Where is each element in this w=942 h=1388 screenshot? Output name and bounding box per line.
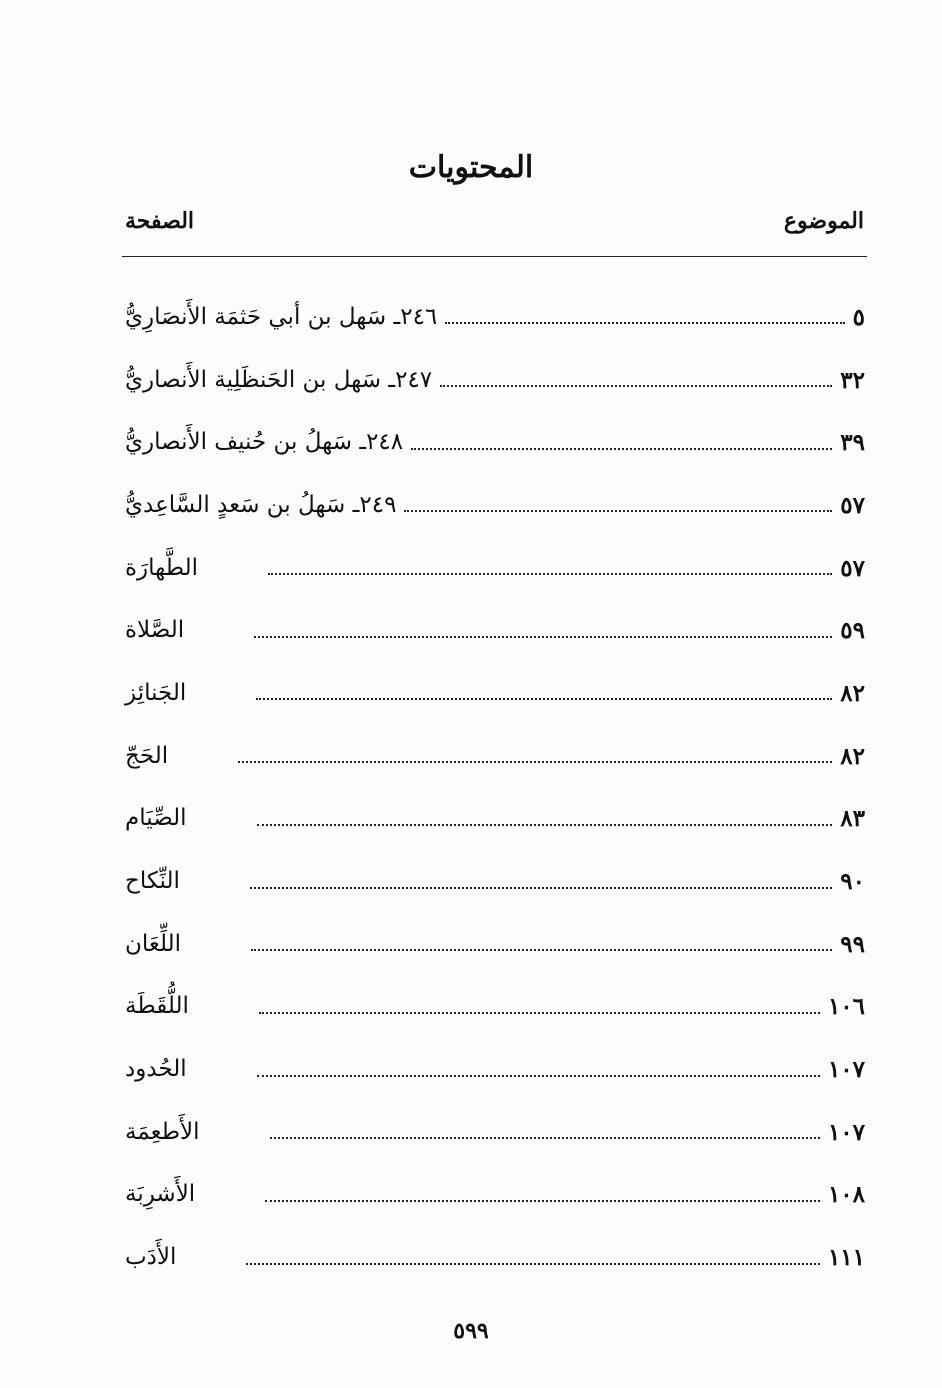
page-title: المحتويات: [408, 150, 534, 185]
entry-page-number: ٣٢: [840, 366, 865, 394]
entry-page-number: ٩٩: [840, 930, 865, 958]
toc-entry: [125, 474, 865, 537]
dot-leader: [259, 1012, 820, 1014]
dot-leader: [257, 824, 833, 826]
toc-subentry: [125, 599, 865, 662]
entry-page-number: ٣٩: [840, 429, 865, 457]
toc-subentry: [125, 537, 865, 600]
entry-title: ٢٤٦ـ سَهل بن أبي حَثمَة الأَنصَارِيُّ: [125, 303, 438, 330]
entry-title: الصَّلاة: [125, 617, 185, 644]
toc-subentry: [125, 1164, 865, 1227]
entry-page-number: ٥٧: [840, 554, 865, 582]
entry-title: الحَجّ: [125, 742, 169, 769]
entry-page-number: ١٠٨: [827, 1181, 865, 1209]
entry-page-number: ١١١: [827, 1244, 865, 1272]
toc-subentry: [125, 1038, 865, 1101]
entry-page-number: ٥: [852, 303, 865, 331]
entry-title: ٢٤٨ـ سَهلُ بن حُنيف الأَنصاريُّ: [125, 429, 404, 456]
entry-title: اللُّقَطَة: [125, 993, 189, 1020]
entry-title: الحُدود: [125, 1056, 187, 1083]
dot-leader: [440, 385, 832, 387]
dot-leader: [256, 698, 832, 700]
table-of-contents: [125, 286, 865, 1289]
entry-page-number: ١٠٦: [827, 993, 865, 1021]
dot-leader: [265, 1200, 820, 1202]
entry-page-number: ٥٩: [840, 617, 865, 645]
entry-title: الجَنائِز: [125, 679, 187, 706]
topic-column-header: الموضوع: [783, 208, 864, 234]
entry-page-number: ١٠٧: [827, 1056, 865, 1084]
dot-leader: [254, 636, 832, 638]
dot-leader: [246, 1263, 820, 1265]
entry-page-number: ٥٧: [840, 491, 865, 519]
dot-leader: [404, 510, 832, 512]
toc-subentry: [125, 662, 865, 725]
entry-title: الأَدَب: [125, 1244, 177, 1271]
entry-title: الطَّهارَة: [125, 554, 199, 581]
dot-leader: [270, 1137, 820, 1139]
dot-leader: [251, 949, 832, 951]
dot-leader: [250, 887, 832, 889]
entry-page-number: ٨٢: [840, 742, 865, 770]
toc-entry: [125, 411, 865, 474]
entry-page-number: ١٠٧: [827, 1118, 865, 1146]
toc-subentry: [125, 788, 865, 851]
entry-title: الصِّيَام: [125, 805, 187, 832]
toc-subentry: [125, 850, 865, 913]
entry-page-number: ٩٠: [840, 868, 865, 896]
toc-subentry: [125, 976, 865, 1039]
dot-leader: [268, 573, 832, 575]
page-number: ٥٩٩: [453, 1318, 489, 1344]
toc-subentry: [125, 913, 865, 976]
entry-title: النِّكاح: [125, 868, 180, 895]
entry-page-number: ٨٣: [840, 805, 865, 833]
entry-title: ٢٤٧ـ سَهل بن الحَنظَلِية الأَنصاريُّ: [125, 366, 433, 393]
toc-subentry: [125, 725, 865, 788]
entry-page-number: ٨٢: [840, 679, 865, 707]
toc-entry: [125, 286, 865, 349]
dot-leader: [238, 761, 832, 763]
entry-title: اللِّعَان: [125, 930, 182, 957]
dot-leader: [411, 448, 832, 450]
entry-title: ٢٤٩ـ سَهلُ بن سَعدٍ السَّاعِديُّ: [125, 491, 397, 518]
toc-subentry: [125, 1226, 865, 1289]
dot-leader: [257, 1075, 820, 1077]
header-divider: [122, 256, 867, 257]
toc-subentry: [125, 1101, 865, 1164]
page-column-header: الصفحة: [125, 208, 195, 234]
entry-title: الأَشرِبَة: [125, 1181, 196, 1208]
entry-title: الأَطعِمَة: [125, 1118, 200, 1145]
dot-leader: [445, 322, 844, 324]
toc-entry: [125, 349, 865, 412]
